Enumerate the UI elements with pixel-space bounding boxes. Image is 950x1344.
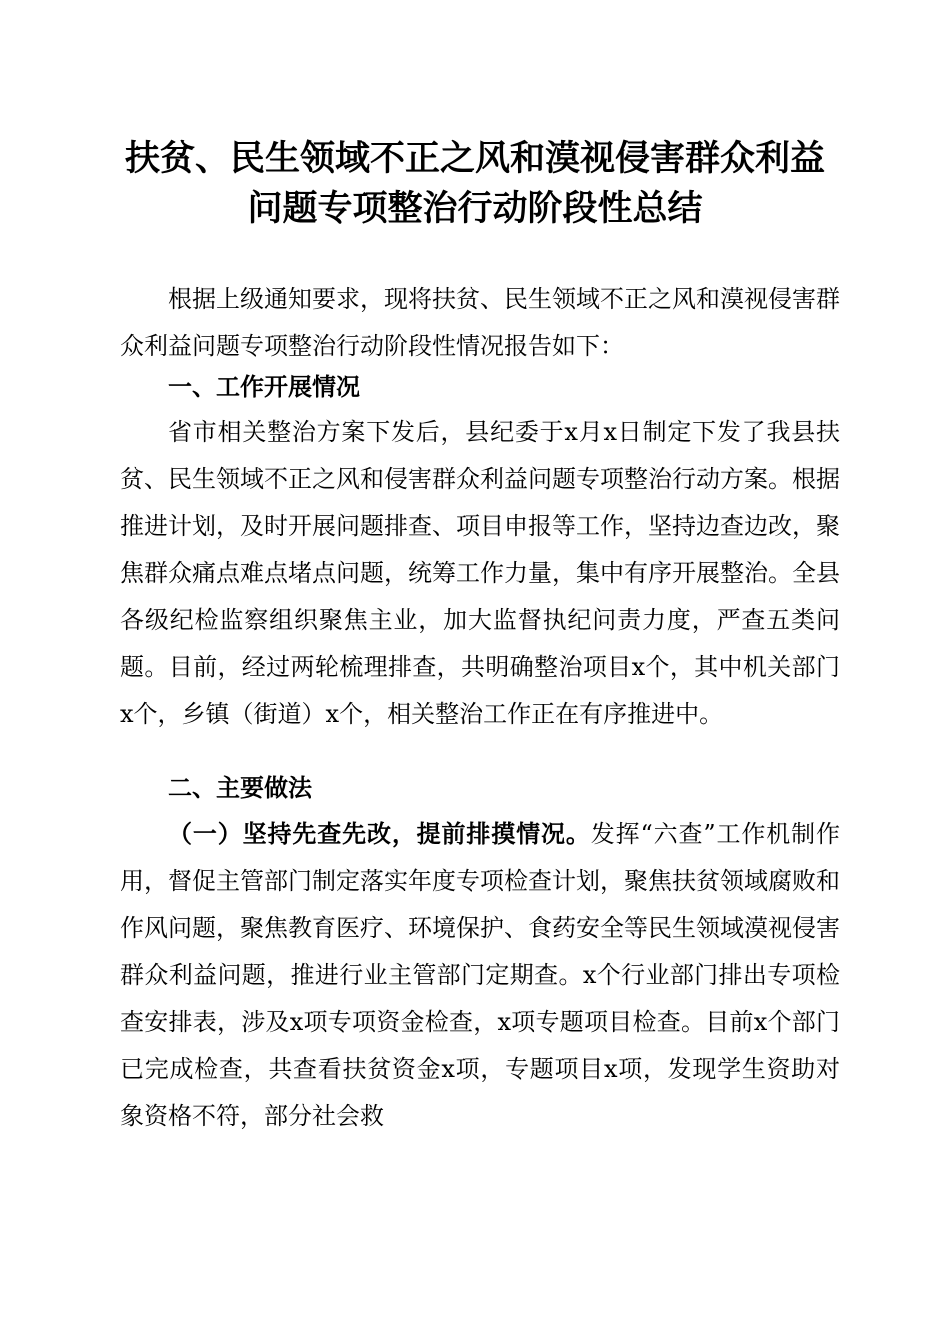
intro-paragraph: 根据上级通知要求，现将扶贫、民生领域不正之风和漠视侵害群众利益问题专项整治行动阶段性情况报告如下： (120, 285, 840, 360)
item-body-text: 发挥“六查”工作机制作用，督促主管部门制定落实年度专项检查计划，聚焦扶贫领域腐败和作风问题，聚焦教育医疗、环境保护、食药安全等民生领域漠视侵害群众利益问题，推进行业主管部门定期查。x个行业部门排出专项检查安排表，涉及x项专项资金检查，x项专题项目检查。目前x个部门已完成检查，共查看扶贫资金x项，专题项目x项，发现学生资助对象资格不符，部分社会救 (120, 820, 840, 1130)
section-body-work-status: 省市相关整治方案下发后，县纪委于x月x日制定下发了我县扶贫、民生领域不正之风和侵害群众利益问题专项整治行动方案。根据推进计划，及时开展问题排查、项目申报等工作，坚持边查边改，聚焦群众痛点难点堵点问题，统筹工作力量，集中有序开展整治。全县各级纪检监察组织聚焦主业，加大监督执纪问责力度，严查五类问题。目前，经过两轮梳理排查，共明确整治项目x个，其中机关部门x个，乡镇（街道）x个，相关整治工作正在有序推进中。 (120, 418, 840, 728)
item-lead-sentence: （一）坚持先查先改，提前排摸情况。 (168, 819, 591, 848)
section-heading-work-status: 一、工作开展情况 (168, 373, 360, 401)
section-body-main-practices (120, 810, 840, 1140)
document-title-line-2: 问题专项整治行动阶段性总结 (247, 188, 703, 229)
document-title-line-1: 扶贫、民生领域不正之风和漠视侵害群众利益 (124, 138, 825, 179)
section-heading-main-practices: 二、主要做法 (168, 774, 312, 802)
